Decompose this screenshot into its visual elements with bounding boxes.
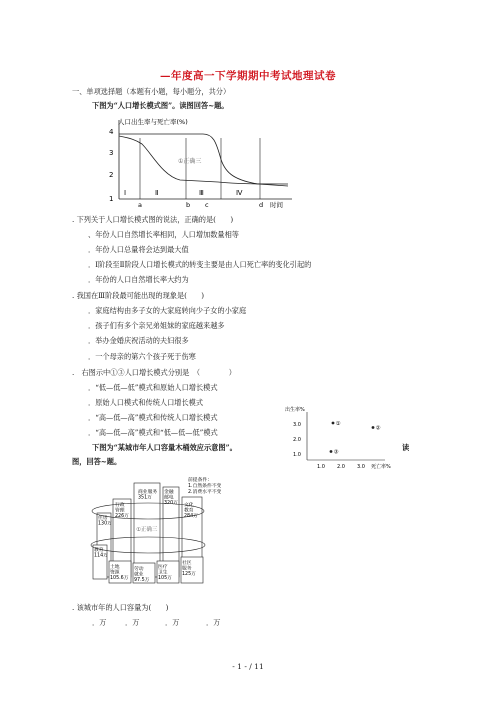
q1-option-a: 、年份人口自然增长率相同，人口增加数量相等 (88, 230, 239, 239)
barrel-condition-2: 2.消费水平不变 (188, 490, 222, 495)
q1-option-d: ．年份的人口自然增长率大约为 (88, 275, 189, 284)
q2-stem: . 我国在Ⅲ阶段最可能出现的现象是( ) (72, 291, 205, 300)
stave-label-8-line-3: 97.5万 (134, 578, 150, 583)
q3-option-b: ．原始人口模式和传统人口增长模式 (88, 398, 204, 407)
birth-rate-curve (119, 134, 288, 186)
page-number: - 1 - / 11 (232, 662, 264, 671)
scatter-ylabel: 出生率% (285, 407, 305, 413)
scatter-x-tick-2: 2.0 (337, 464, 345, 470)
q2-option-b: ．孩子们有多个亲兄弟姐妹的家庭越来越多 (88, 321, 225, 330)
scatter-xlabel: 死亡率% (371, 464, 391, 470)
stave-label-2-line-1: 商业服务 (138, 490, 158, 495)
x-tick-b: b (186, 201, 191, 209)
stave-label-7-line-2: 资源 (110, 570, 120, 576)
question-intro-2-line2: 图，回答~题。 (72, 457, 122, 466)
stave-label-2-line-2: 351万 (138, 495, 152, 501)
scatter-point-1 (332, 422, 335, 425)
stave-label-8-line-2: 就业 (134, 572, 144, 578)
stave-label-8-line-1: 劳动 (134, 567, 144, 572)
scatter-point-2 (372, 426, 375, 429)
stave-label-9-line-1: 医疗 (158, 565, 168, 570)
x-tick-c: c (205, 201, 209, 209)
chart-ylabel: 人口出生率与死亡率(%) (118, 118, 188, 126)
scatter-point-label-1: ① (335, 421, 341, 427)
scatter-point-label-3: ③ (333, 449, 339, 456)
q1-option-b: ．年份人口总量将会达到最大值 (88, 245, 189, 254)
scatter-x-tick-3: 3.0 (357, 464, 365, 470)
q4-option-b: ．万 (125, 618, 140, 627)
stave-label-4-line-1: 文化 (184, 503, 194, 508)
stage-label-2: Ⅱ (155, 189, 159, 197)
birth-death-scatter (285, 404, 403, 474)
scatter-y-tick-1: 1.0 (293, 452, 301, 458)
stave-label-1-line-3: 226万 (115, 514, 129, 519)
q3-option-d: ．“高—低—高”模式和“低—低—低”模式 (88, 428, 218, 437)
scatter-x-tick-1: 1.0 (317, 464, 325, 470)
barrel-effect-diagram (88, 473, 238, 589)
y-tick-2: 2 (109, 171, 114, 179)
stave-label-10-line-1: 社区 (182, 561, 192, 566)
stage-label-1: Ⅰ (124, 189, 127, 197)
population-growth-chart (108, 114, 318, 210)
q4-option-d: ．万 (206, 618, 221, 627)
stave-label-6-line-1: 教育 (94, 548, 104, 553)
scatter-point-3 (330, 450, 333, 453)
scatter-point-label-2: ② (375, 425, 381, 432)
stave-label-4-line-3: 284万 (184, 514, 198, 519)
stave-label-7-line-1: 土地 (110, 565, 120, 570)
stave-label-4-line-2: 教育 (184, 508, 194, 514)
q4-stem: . 该城市年的人口容量为( ) (72, 603, 169, 612)
q3-stem: . 右图示中①③人口增长模式分别是 （ ） (72, 368, 236, 377)
chart-xlabel: 时间 (270, 201, 283, 209)
stave-label-5-line-1: 住房 (98, 516, 108, 521)
stave-label-9-line-2: 卫生 (158, 570, 168, 576)
y-tick-3: 3 (109, 149, 114, 157)
stave-label-1-line-2: 管理 (115, 508, 125, 514)
stave-label-10-line-2: 服务 (182, 566, 192, 572)
q3-option-c: ．“高—低—高”模式和传统人口增长模式 (88, 413, 218, 422)
exam-title: —年度高一下学期期中考试地理试卷 (160, 70, 336, 82)
question-intro-2: 下图为“某城市年人口容量木桶效应示意图”。 (92, 443, 237, 452)
x-tick-d: d (259, 201, 264, 209)
death-rate-curve (119, 136, 288, 184)
stage-label-3: Ⅲ (199, 189, 204, 197)
stave-label-1-line-1: 行政 (115, 503, 125, 508)
q1-stem: . 下列关于人口增长模式图的说法，正确的是( ) (72, 215, 234, 224)
scatter-y-tick-2: 2.0 (293, 437, 301, 443)
stave-label-3-line-3: 320万 (164, 501, 178, 506)
q3-option-a: ．“低—低—低”模式和原始人口增长模式 (88, 383, 218, 392)
y-tick-1: 1 (109, 195, 114, 203)
barrel-condition-1: 1.自然条件不变 (188, 484, 222, 489)
stage-label-4: Ⅳ (236, 189, 243, 197)
stave-label-5-line-2: 130万 (98, 521, 112, 527)
stave-label-6-line-2: 114万 (94, 553, 108, 559)
q2-option-c: ．举办金婚庆祝活动的夫妇很多 (88, 336, 189, 345)
y-tick-4: 4 (109, 128, 114, 136)
stave-label-3-line-1: 金融 (164, 490, 174, 495)
stave-label-10-line-3: 125万 (182, 572, 196, 577)
stave-label-9-line-3: 105万 (158, 576, 172, 581)
question-intro-2-tail: 读 (402, 443, 410, 452)
question-intro: 下图为“人口增长模式图”。读图回答~题。 (92, 101, 229, 110)
q2-option-d: ．一个母亲的第六个孩子死于伤寒 (88, 352, 196, 361)
stave-label-7-line-3: 105.6万 (110, 576, 129, 581)
barrel-condition-title: 前提条件： (188, 478, 212, 483)
q2-option-a: ．家庭结构由多子女的大家庭转向少子女的小家庭 (88, 306, 247, 315)
q4-option-a: ．万 (92, 618, 107, 627)
barrel-watermark: ①正确三 (136, 527, 158, 533)
x-tick-a: a (138, 201, 142, 209)
scatter-y-tick-3: 3.0 (293, 422, 301, 428)
section-heading: 一、单项选择题（本题有小题，每小题分，共分） (72, 87, 231, 96)
chart-watermark: ①正确三 (178, 158, 202, 165)
stave-label-3-line-2: 邮电 (164, 495, 174, 501)
q1-option-c: ．Ⅰ阶段至Ⅱ阶段人口增长模式的转变主要是由人口死亡率的变化引起的 (88, 260, 312, 269)
q4-option-c: ．万 (165, 618, 180, 627)
